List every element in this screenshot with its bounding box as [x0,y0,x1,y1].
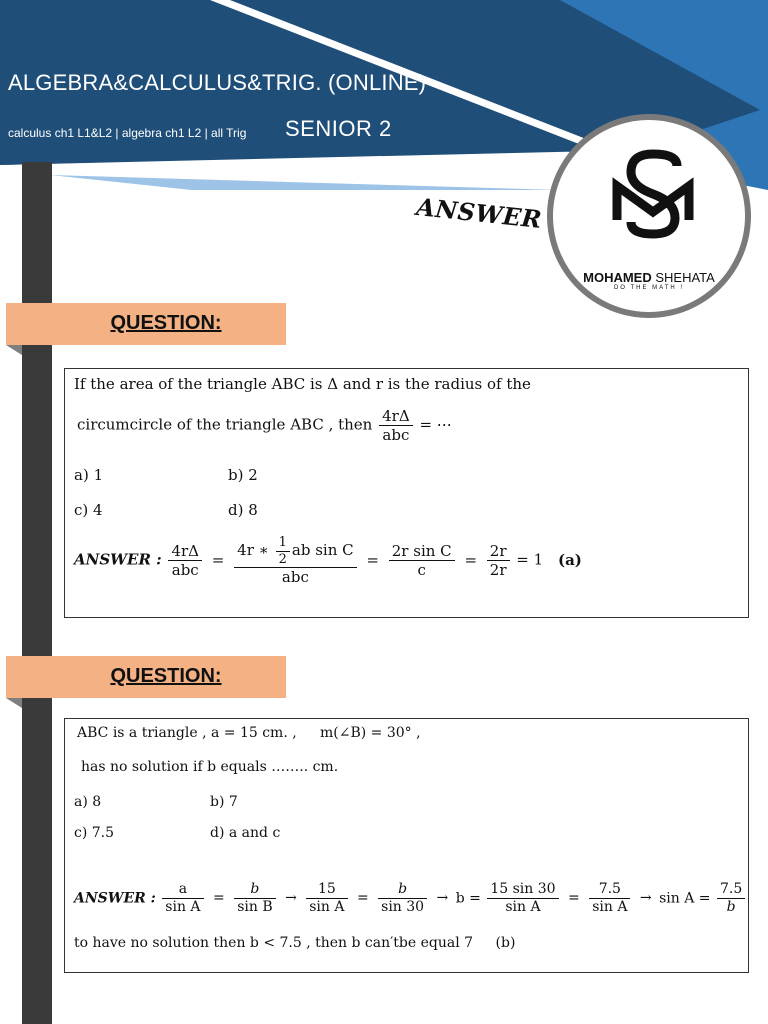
answer-choice: (b) [495,935,516,951]
question-box-1 [64,368,749,618]
label-shadow [6,345,22,355]
option-d: d) a and c [210,825,281,841]
option-b: b) 7 [210,794,238,810]
page-subtitle: calculus ch1 L1&L2 | algebra ch1 L2 | all Trig [8,126,247,140]
side-bar [22,162,52,1024]
option-c: c) 4 [74,501,103,519]
option-b: b) 2 [228,466,258,484]
question-text: m(∠B) = 30° , [320,725,421,741]
logo-tagline: DO THE MATH ! [613,285,685,291]
label-shadow [6,698,22,708]
question-label-1: QUESTION: [6,303,286,345]
logo [547,114,751,318]
answer-line: ANSWER : $\frac{4r\Delta}{\text{abc}}$ = 4r ∗ $\frac{1}{2}$ ab sin C abc = $\frac{\text{2r sin C}}{c}$ = $\frac{2r}{2r}$ = 1 (a) [74,535,582,587]
question-box-2 [64,718,749,973]
question-text: ABC is a triangle , a = 15 cm. , [77,725,297,741]
option-a: a) 8 [74,794,102,810]
question-label-2: QUESTION: [6,656,286,698]
option-d: d) 8 [228,501,258,519]
question-text: circumcircle of the triangle ABC , then $\frac{4r\Delta}{\text{abc}}$ = ⋯ [77,407,452,444]
option-c: c) 7.5 [74,825,115,841]
question-text: If the area of the triangle ABC is Δ and r is the radius of the [74,375,531,393]
logo-name: MOHAMED SHEHATA [583,270,715,285]
question-text: has no solution if b equals …….. cm. [81,759,339,775]
answer-line: ANSWER : $\frac{a}{\text{sin A}}$ = $\frac{b}{\text{sin B}}$ → $\frac{15}{\text{sin A}}$ = $\frac{b}{\sin 30}$ → b = $\frac{15 \sin 30}{\text{sin A}}$ = $\frac{7.5}{\text{sin A}}$ → sin A = $\frac{7.5}{b}$ [74,881,747,916]
option-a: a) 1 [74,466,104,484]
answer-banner: ANSWER [414,192,544,235]
logo-monogram-icon [553,120,745,270]
level-label: SENIOR 2 [285,116,392,141]
answer-choice: (a) [557,550,582,569]
page-title: ALGEBRA&CALCULUS&TRIG. (ONLINE) [8,70,427,95]
conclusion-text: to have no solution then b < 7.5 , then b can′tbe equal 7 (b) [74,935,516,951]
